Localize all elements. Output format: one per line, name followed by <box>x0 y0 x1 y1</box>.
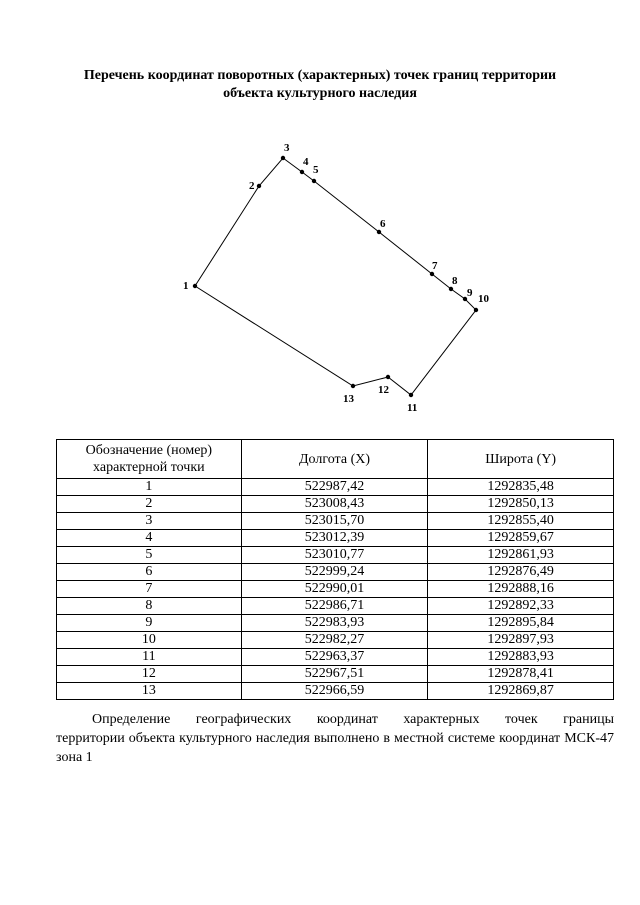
cell-point: 4 <box>57 530 242 547</box>
table-row <box>57 683 614 700</box>
boundary-plan <box>0 0 640 430</box>
point-label-7: 7 <box>432 260 438 272</box>
footnote-line-1: Определение географических координат характерных точек границы <box>92 712 614 727</box>
header-point-line-1: Обозначение (номер) <box>85 443 213 458</box>
title-line-1: Перечень координат поворотных (характерных) точек границ территории <box>83 68 557 83</box>
cell-x: 522986,71 <box>241 598 428 615</box>
cell-y: 1292876,49 <box>428 564 614 581</box>
cell-x: 522987,42 <box>241 479 428 496</box>
cell-point: 6 <box>57 564 242 581</box>
cell-point: 10 <box>57 632 242 649</box>
boundary-point-7 <box>430 272 434 276</box>
cell-point: 7 <box>57 581 242 598</box>
boundary-polygon <box>195 158 476 395</box>
cell-point: 13 <box>57 683 242 700</box>
cell-y: 1292850,13 <box>428 496 614 513</box>
boundary-point-3 <box>281 156 285 160</box>
point-label-4: 4 <box>303 156 309 168</box>
cell-y: 1292895,84 <box>428 615 614 632</box>
cell-point: 8 <box>57 598 242 615</box>
point-label-10: 10 <box>478 293 489 305</box>
point-label-2: 2 <box>249 180 255 192</box>
cell-x: 523008,43 <box>241 496 428 513</box>
table-row <box>57 615 614 632</box>
table-row <box>57 666 614 683</box>
cell-y: 1292883,93 <box>428 649 614 666</box>
cell-point: 2 <box>57 496 242 513</box>
cell-point: 5 <box>57 547 242 564</box>
table-row <box>57 649 614 666</box>
point-label-3: 3 <box>284 142 290 154</box>
table-row <box>57 479 614 496</box>
cell-point: 12 <box>57 666 242 683</box>
cell-y: 1292897,93 <box>428 632 614 649</box>
point-label-12: 12 <box>378 384 389 396</box>
table-row <box>57 513 614 530</box>
cell-x: 523015,70 <box>241 513 428 530</box>
cell-x: 522999,24 <box>241 564 428 581</box>
footnote <box>56 710 614 767</box>
table-header-row <box>57 440 614 479</box>
cell-y: 1292878,41 <box>428 666 614 683</box>
boundary-point-4 <box>300 170 304 174</box>
cell-x: 522983,93 <box>241 615 428 632</box>
cell-point: 1 <box>57 479 242 496</box>
table-row <box>57 564 614 581</box>
boundary-point-10 <box>474 308 478 312</box>
cell-x: 522966,59 <box>241 683 428 700</box>
boundary-point-13 <box>351 384 355 388</box>
table-row <box>57 632 614 649</box>
table-row <box>57 496 614 513</box>
cell-x: 522982,27 <box>241 632 428 649</box>
cell-y: 1292855,40 <box>428 513 614 530</box>
cell-y: 1292869,87 <box>428 683 614 700</box>
cell-x: 523010,77 <box>241 547 428 564</box>
table-row <box>57 581 614 598</box>
header-point <box>57 440 242 479</box>
cell-x: 522967,51 <box>241 666 428 683</box>
boundary-point-1 <box>193 284 197 288</box>
cell-y: 1292892,33 <box>428 598 614 615</box>
cell-x: 522963,37 <box>241 649 428 666</box>
cell-x: 522990,01 <box>241 581 428 598</box>
title-line-2: объекта культурного наследия <box>223 86 417 101</box>
header-x: Долгота (X) <box>241 440 428 479</box>
cell-point: 3 <box>57 513 242 530</box>
footnote-rest: территории объекта культурного наследия выполнено в местной системе координат МСК-47 зона 1 <box>56 731 614 765</box>
table-row <box>57 547 614 564</box>
boundary-point-6 <box>377 230 381 234</box>
point-label-6: 6 <box>380 218 386 230</box>
point-label-9: 9 <box>467 287 473 299</box>
cell-y: 1292888,16 <box>428 581 614 598</box>
boundary-point-11 <box>409 393 413 397</box>
point-label-1: 1 <box>183 280 189 292</box>
header-y: Широта (Y) <box>428 440 614 479</box>
table-row <box>57 530 614 547</box>
cell-y: 1292859,67 <box>428 530 614 547</box>
cell-x: 523012,39 <box>241 530 428 547</box>
cell-point: 11 <box>57 649 242 666</box>
boundary-point-12 <box>386 375 390 379</box>
boundary-point-2 <box>257 184 261 188</box>
coordinates-table <box>56 439 614 700</box>
cell-y: 1292861,93 <box>428 547 614 564</box>
header-point-line-2: характерной точки <box>93 460 205 475</box>
boundary-point-8 <box>449 287 453 291</box>
point-label-8: 8 <box>452 275 458 287</box>
point-label-5: 5 <box>313 164 319 176</box>
boundary-point-5 <box>312 179 316 183</box>
cell-y: 1292835,48 <box>428 479 614 496</box>
point-label-11: 11 <box>407 402 418 414</box>
point-label-13: 13 <box>343 393 354 405</box>
cell-point: 9 <box>57 615 242 632</box>
table-row <box>57 598 614 615</box>
